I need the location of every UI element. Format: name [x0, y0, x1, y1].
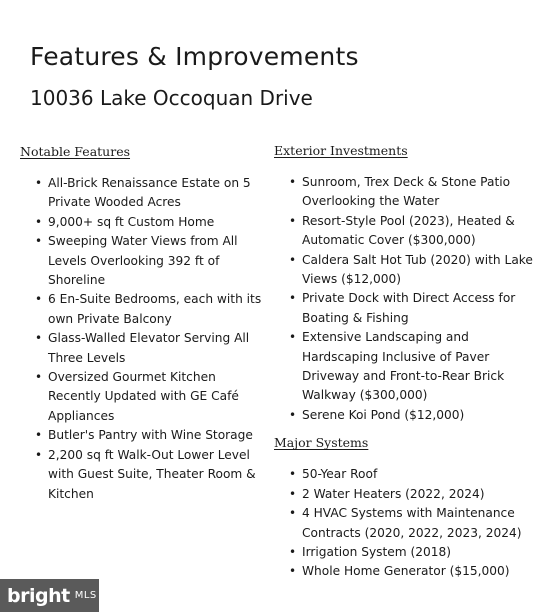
section-heading-major-systems: Major Systems — [274, 435, 369, 451]
major-systems-list — [274, 465, 534, 581]
list-item: • Sweeping Water Views from All Levels Overlooking 392 ft of Shoreline — [20, 232, 270, 290]
list-item: • 9,000+ sq ft Custom Home — [20, 213, 270, 232]
bright-mls-watermark — [0, 579, 99, 612]
page-title: Features & Improvements — [30, 42, 359, 71]
list-item: • 50-Year Roof — [274, 465, 534, 484]
watermark-brand: bright — [7, 584, 70, 607]
list-item: • Serene Koi Pond ($12,000) — [274, 406, 534, 425]
exterior-investments-list — [274, 173, 534, 425]
property-address: 10036 Lake Occoquan Drive — [30, 86, 313, 110]
list-item: • Sunroom, Trex Deck & Stone Patio Overlooking the Water — [274, 173, 534, 212]
list-item: • Resort-Style Pool (2023), Heated & Automatic Cover ($300,000) — [274, 212, 534, 251]
list-item: • Whole Home Generator ($15,000) — [274, 562, 534, 581]
list-item: • Caldera Salt Hot Tub (2020) with Lake Views ($12,000) — [274, 251, 534, 290]
section-heading-notable-features: Notable Features — [20, 144, 131, 159]
list-item: • Glass-Walled Elevator Serving All Three Levels — [20, 329, 270, 368]
notable-features-section — [20, 144, 270, 504]
list-item: • 6 En-Suite Bedrooms, each with its own Private Balcony — [20, 290, 270, 329]
notable-features-list — [20, 174, 270, 504]
list-item: • Private Dock with Direct Access for Boating & Fishing — [274, 289, 534, 328]
list-item: • Butler's Pantry with Wine Storage — [20, 426, 270, 445]
list-item: • All-Brick Renaissance Estate on 5 Private Wooded Acres — [20, 174, 270, 213]
list-item: • Extensive Landscaping and Hardscaping Inclusive of Paver Driveway and Front-to-Rear Brick Walkway ($300,000) — [274, 328, 534, 406]
list-item: • 4 HVAC Systems with Maintenance Contracts (2020, 2022, 2023, 2024) — [274, 504, 534, 543]
exterior-investments-section — [274, 143, 534, 425]
watermark-suffix: MLS — [74, 590, 97, 601]
list-item: • 2 Water Heaters (2022, 2024) — [274, 485, 534, 504]
major-systems-section — [274, 435, 534, 581]
list-item: • Oversized Gourmet Kitchen Recently Updated with GE Café Appliances — [20, 368, 270, 426]
list-item: • Irrigation System (2018) — [274, 543, 534, 562]
section-heading-exterior-investments: Exterior Investments — [274, 143, 408, 158]
list-item: • 2,200 sq ft Walk-Out Lower Level with Guest Suite, Theater Room & Kitchen — [20, 446, 270, 504]
right-column — [274, 143, 534, 582]
